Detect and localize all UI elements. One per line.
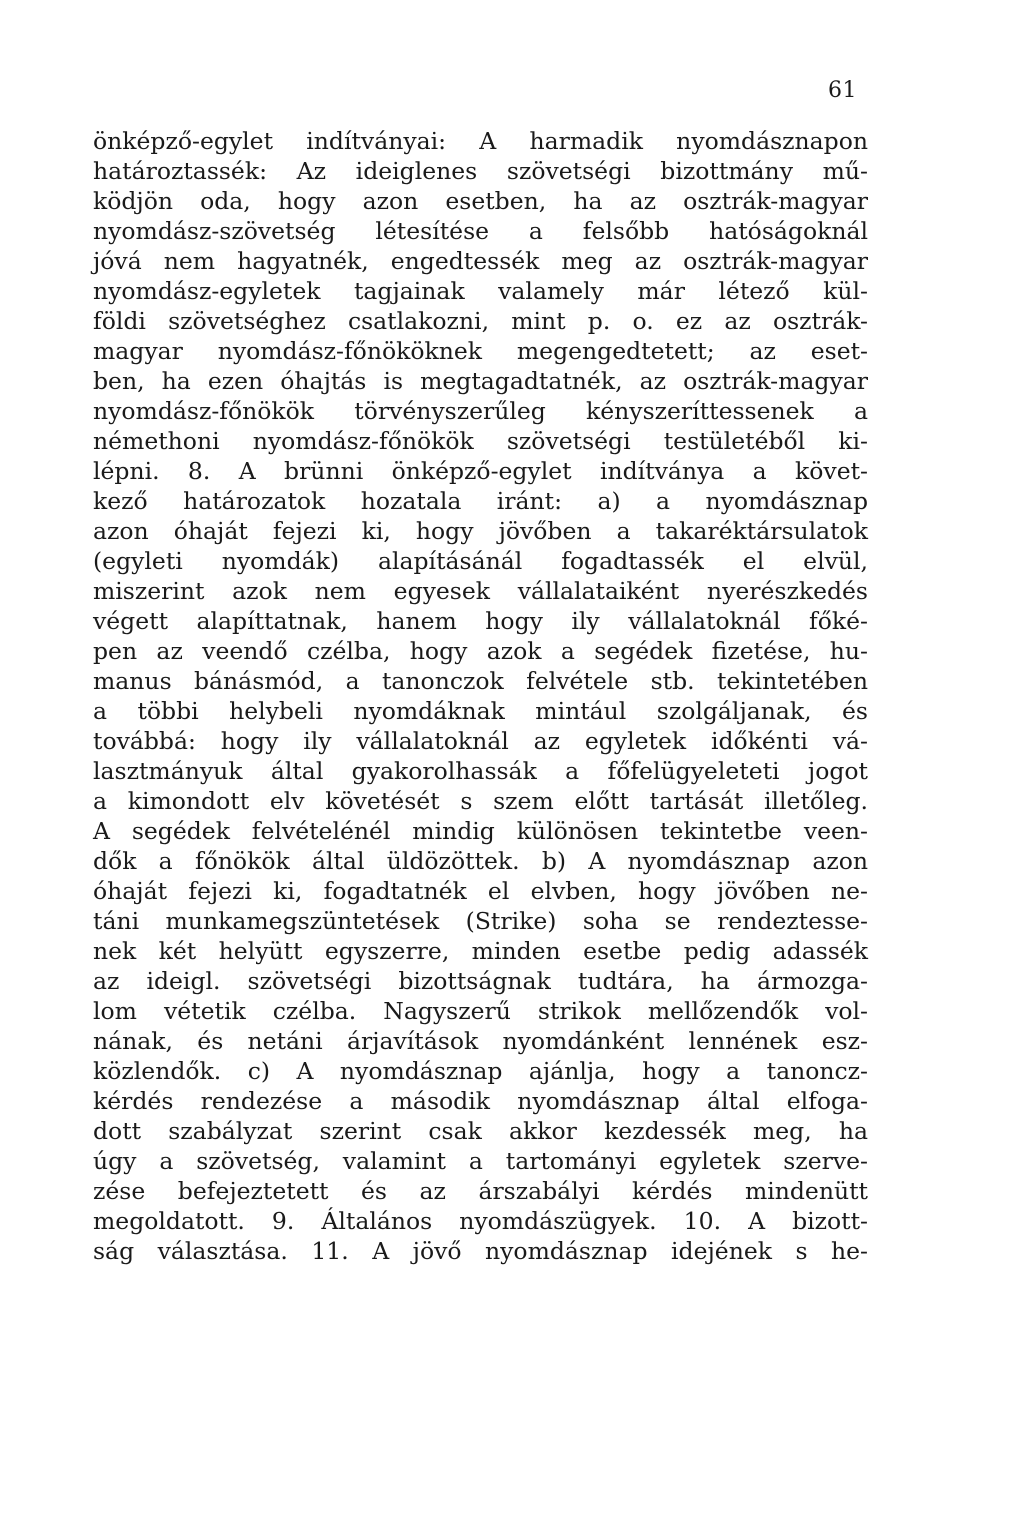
text-line: végett alapíttatnak, hanem hogy ily vállalatoknál főké- <box>93 607 868 635</box>
text-line: a kimondott elv követését s szem előtt tartását illetőleg. <box>93 787 868 815</box>
text-line: pen az veendő czélba, hogy azok a segédek fizetése, hu- <box>93 637 868 665</box>
page-number: 61 <box>828 78 857 103</box>
text-line: önképző-egylet indítványai: A harmadik nyomdásznapon <box>93 127 868 155</box>
text-line: kérdés rendezése a második nyomdásznap által elfoga- <box>93 1087 868 1115</box>
text-line: dők a főnökök által üldözöttek. b) A nyomdásznap azon <box>93 847 868 875</box>
text-line: lépni. 8. A brünni önképző-egylet indítványa a követ- <box>93 457 868 485</box>
text-line: határoztassék: Az ideiglenes szövetségi bizottmány mű- <box>93 157 868 185</box>
text-line: manus bánásmód, a tanonczok felvétele stb. tekintetében <box>93 667 868 695</box>
text-line: dott szabályzat szerint csak akkor kezdessék meg, ha <box>93 1117 868 1145</box>
text-line: továbbá: hogy ily vállalatoknál az egyletek időkénti vá- <box>93 727 868 755</box>
text-line: nának, és netáni árjavítások nyomdánként lennének esz- <box>93 1027 868 1055</box>
text-line: az ideigl. szövetségi bizottságnak tudtára, ha ármozga- <box>93 967 868 995</box>
text-line: ben, ha ezen óhajtás is megtagadtatnék, az osztrák-magyar <box>93 367 868 395</box>
body-text <box>93 126 868 1266</box>
text-line: lom vétetik czélba. Nagyszerű strikok mellőzendők vol- <box>93 997 868 1025</box>
text-line: nyomdász-egyletek tagjainak valamely már létező kül- <box>93 277 868 305</box>
text-line: (egyleti nyomdák) alapításánál fogadtassék el elvül, <box>93 547 868 575</box>
text-line: nek két helyütt egyszerre, minden esetbe pedig adassék <box>93 937 868 965</box>
text-line: nyomdász-főnökök törvényszerűleg kényszeríttessenek a <box>93 397 868 425</box>
text-line: lasztmányuk által gyakorolhassák a főfelügyeleteti jogot <box>93 757 868 785</box>
text-line: óhaját fejezi ki, fogadtatnék el elvben, hogy jövőben ne- <box>93 877 868 905</box>
text-line: ság választása. 11. A jövő nyomdásznap idejének s he- <box>93 1237 868 1265</box>
text-line: ködjön oda, hogy azon esetben, ha az osztrák-magyar <box>93 187 868 215</box>
text-line: azon óhaját fejezi ki, hogy jövőben a takaréktársulatok <box>93 517 868 545</box>
text-line: táni munkamegszüntetések (Strike) soha se rendeztesse- <box>93 907 868 935</box>
text-line: megoldatott. 9. Általános nyomdászügyek. 10. A bizott- <box>93 1207 868 1235</box>
text-line: jóvá nem hagyatnék, engedtessék meg az osztrák-magyar <box>93 247 868 275</box>
text-line: a többi helybeli nyomdáknak mintául szolgáljanak, és <box>93 697 868 725</box>
text-line: magyar nyomdász-főnököknek megengedtetett; az eset- <box>93 337 868 365</box>
text-line: némethoni nyomdász-főnökök szövetségi testületéből ki- <box>93 427 868 455</box>
text-line: nyomdász-szövetség létesítése a felsőbb hatóságoknál <box>93 217 868 245</box>
text-line: úgy a szövetség, valamint a tartományi egyletek szerve- <box>93 1147 868 1175</box>
text-line: kező határozatok hozatala iránt: a) a nyomdásznap <box>93 487 868 515</box>
text-line: földi szövetséghez csatlakozni, mint p. o. ez az osztrák- <box>93 307 868 335</box>
text-line: miszerint azok nem egyesek vállalataiként nyerészkedés <box>93 577 868 605</box>
text-line: A segédek felvételénél mindig különösen tekintetbe veen- <box>93 817 868 845</box>
text-line: közlendők. c) A nyomdásznap ajánlja, hogy a tanoncz- <box>93 1057 868 1085</box>
text-line: zése befejeztetett és az árszabályi kérdés mindenütt <box>93 1177 868 1205</box>
